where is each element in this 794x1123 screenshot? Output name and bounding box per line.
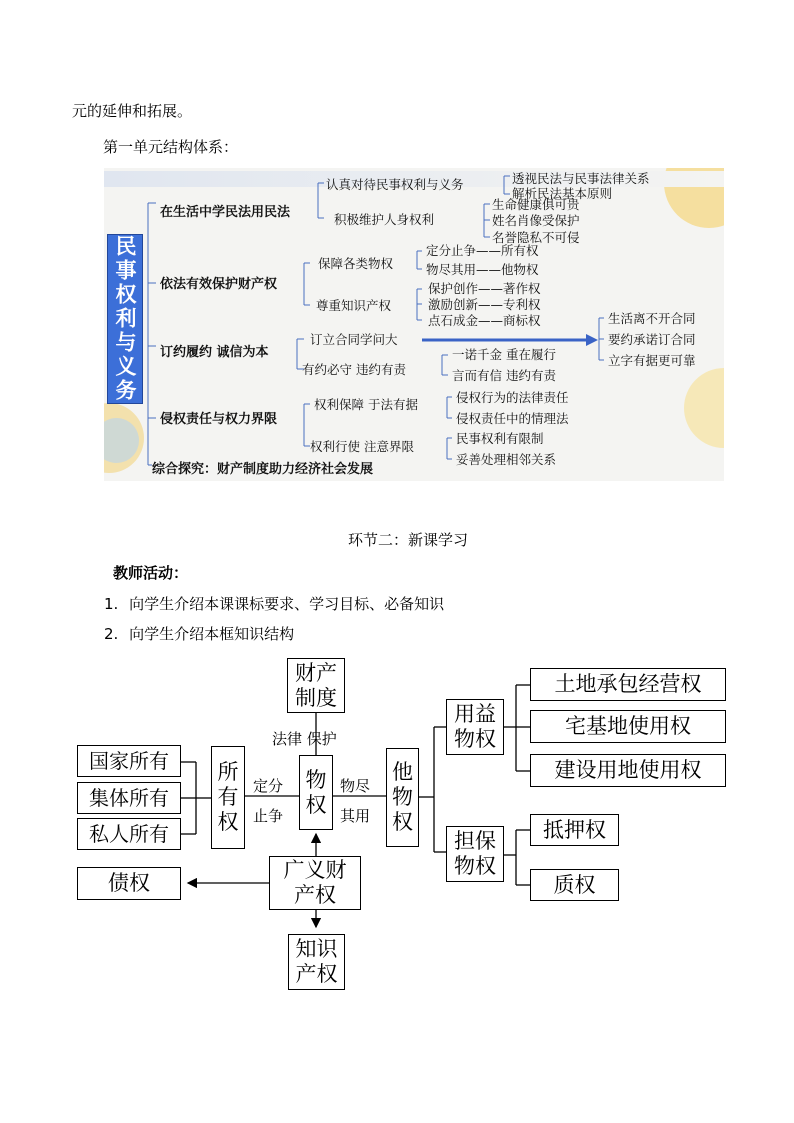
section-4-sub-1: 权利保障 于法有据: [314, 397, 418, 412]
section-1-sub-1: 认真对待民事权利与义务: [326, 177, 464, 192]
list-num-2: 2.: [104, 625, 119, 643]
other-rights-label: 他物权: [392, 760, 413, 834]
property-system-label: 财产制度: [295, 660, 337, 710]
security-box: [446, 826, 504, 882]
ip-label: 知识产权: [295, 937, 338, 986]
security-item-mortgage: 抵押权: [530, 814, 619, 846]
ownership-type-collective: 集体所有: [77, 782, 181, 814]
law-protect-label: 法律 保护: [272, 730, 337, 748]
section-1-sub-1-item-2: 解析民法基本原则: [512, 186, 613, 201]
usufruct-box: [446, 699, 504, 755]
property-system-box: [287, 658, 345, 713]
section-3-title: 订约履约 诚信为本: [160, 345, 269, 360]
ownership-type-private: 私人所有: [77, 818, 181, 850]
section-3-sub-2-item-1: 一诺千金 重在履行: [452, 347, 556, 362]
section-1-sub-2-item-3: 名誉隐私不可侵: [492, 230, 580, 245]
section-3-sub-1-item-1: 生活离不开合同: [608, 311, 696, 326]
section-3-sub-1-item-2: 要约承诺订合同: [608, 332, 696, 347]
section-2-sub-2-item-3: 点石成金——商标权: [428, 313, 541, 328]
structure-title: 第一单元结构体系：: [103, 138, 239, 156]
ownership-box: [211, 746, 245, 849]
section-4-sub-1-item-1: 侵权行为的法律责任: [456, 390, 569, 405]
usufruct-item-land: 土地承包经营权: [530, 668, 726, 701]
section-2-sub-2: 尊重知识产权: [316, 298, 392, 313]
section-2-sub-2-item-2: 激励创新——专利权: [428, 297, 541, 312]
section-1-sub-2-item-2: 姓名肖像受保护: [492, 213, 580, 228]
root-label: 民事权利与义务: [113, 235, 137, 403]
usufruct-item-construction: 建设用地使用权: [530, 754, 726, 787]
section-4-title: 侵权责任与权力界限: [160, 412, 278, 427]
section-1-sub-2-item-1: 生命健康俱可贵: [492, 197, 580, 212]
usufruct-label: 用益物权: [454, 702, 496, 751]
section-2-sub-1-item-1: 定分止争——所有权: [426, 243, 539, 258]
real-right-box: [299, 755, 333, 830]
security-item-pledge: 质权: [530, 869, 619, 901]
list-text-2: 向学生介绍本框知识结构: [129, 625, 295, 643]
wujin-label: 物尽其用: [340, 777, 371, 825]
section-4-sub-2-item-2: 妥善处理相邻关系: [456, 452, 557, 467]
intro-text: 元的延伸和拓展。: [72, 102, 193, 120]
section-heading: 环节二：新课学习: [348, 531, 469, 549]
list-num-1: 1.: [104, 595, 119, 613]
section-3-sub-2: 有约必守 违约有责: [302, 362, 406, 377]
section-1-title: 在生活中学民法用民法: [160, 205, 291, 220]
dingfen-label: 定分止争: [253, 777, 284, 825]
broad-property-box: [269, 856, 361, 910]
real-right-label: 物权: [305, 767, 327, 817]
section-3-sub-1: 订立合同学问大: [310, 332, 398, 347]
section-2-sub-2-item-1: 保护创作——著作权: [428, 281, 541, 296]
section-2-sub-1-item-2: 物尽其用——他物权: [426, 262, 539, 277]
ownership-label: 所有权: [217, 760, 239, 834]
section-1-sub-2: 积极维护人身权利: [334, 212, 435, 227]
broad-property-label: 广义财产权: [283, 858, 347, 907]
section-4-sub-2-item-1: 民事权利有限制: [456, 431, 544, 446]
usufruct-item-homestead: 宅基地使用权: [530, 710, 726, 743]
section-2-title: 依法有效保护财产权: [160, 277, 278, 292]
chart1-footer: 综合探究：财产制度助力经济社会发展: [152, 462, 374, 477]
section-4-sub-2: 权利行使 注意界限: [310, 439, 414, 454]
section-3-sub-1-item-3: 立字有据更可靠: [608, 353, 696, 368]
section-3-sub-2-item-2: 言而有信 违约有责: [452, 368, 556, 383]
security-label: 担保物权: [454, 829, 496, 878]
section-2-sub-1: 保障各类物权: [318, 256, 394, 271]
ip-box: [288, 934, 345, 990]
ownership-type-state: 国家所有: [77, 745, 181, 777]
other-rights-box: [386, 748, 419, 847]
section-1-sub-1-item-1: 透视民法与民事法律关系: [512, 171, 650, 186]
section-4-sub-1-item-2: 侵权责任中的情理法: [456, 411, 569, 426]
list-text-1: 向学生介绍本课课标要求、学习目标、必备知识: [129, 595, 445, 613]
debt-box: 债权: [77, 867, 181, 900]
teacher-activity-label: 教师活动：: [113, 564, 189, 582]
